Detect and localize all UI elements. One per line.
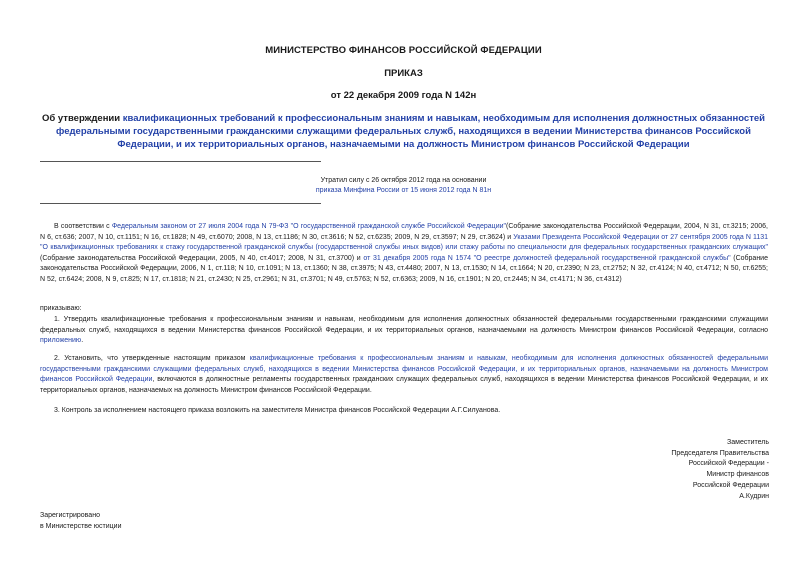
preamble-text-1: В соответствии с xyxy=(54,223,112,230)
document-type: ПРИКАЗ xyxy=(384,68,423,79)
lost-force-text: Утратил силу с 26 октября 2012 года на основании xyxy=(320,177,487,184)
presidential-decree-1574-link[interactable]: от 31 декабря 2005 года N 1574 "О реестре должностей федеральной государственной гражданской службы" xyxy=(363,254,731,262)
signature-line-2: Председателя Правительства xyxy=(671,449,769,457)
ministry-name: МИНИСТЕРСТВО ФИНАНСОВ РОССИЙСКОЙ ФЕДЕРАЦИИ xyxy=(265,45,542,56)
title-requirements-link[interactable]: квалификационных требований к профессиональным знаниям и навыкам, необходимым для исполнения должностных обязанностей федеральными государственными гражданскими служащими федеральных служб, находящихся в ведении Министерства финансов Российской Федерации, и их территориальных органов, назначаемыми на должность Министром финансов Российской Федерации xyxy=(56,113,765,150)
preamble-text-2: (Собрание законодательства Российской Федерации, 2004, N 31, ст.3215; 2006, N 6, ст.636; 2007, N 10, ст.1151; N 16, ст.1828; N 49, ст.6070; 2008, N 13, ст.1186; N 30, ст.3616; N 52, ст.6235; 2009, N 29, ст.3597; N 29, ст.3624) и xyxy=(40,223,768,241)
decree-word: приказываю: xyxy=(40,305,82,312)
signature-line-3: Российской Федерации - xyxy=(688,460,769,468)
signature-line-6: А.Кудрин xyxy=(739,492,769,500)
document-title xyxy=(30,112,777,151)
basis-order-link[interactable]: приказа Минфина России от 15 июня 2012 года N 81н xyxy=(315,187,492,194)
document-date-number: от 22 декабря 2009 года N 142н xyxy=(330,90,477,101)
signature-line-4: Министр финансов xyxy=(706,471,769,479)
divider-bottom xyxy=(40,203,321,204)
item-1-paragraph xyxy=(40,315,768,347)
item-1-text: 1. Утвердить квалификационные требования к профессиональным знаниям и навыкам, необходимым для исполнения должностных обязанностей федеральными государственными гражданскими служащими федеральных служб, находящихся в ведении Министерства финансов Российской Федерации, и их территориальных органов, назначаемыми на должность Министром финансов Российской Федерации, согласно xyxy=(40,316,768,334)
item-2-text: 2. Установить, что утвержденные настоящим приказом xyxy=(54,355,250,362)
registration-line-2: в Министерстве юстиции xyxy=(40,522,122,530)
signature-line-5: Российской Федерации xyxy=(692,481,769,489)
signature-block xyxy=(560,438,769,502)
signature-line-1: Заместитель xyxy=(727,439,769,446)
title-prefix: Об утверждении xyxy=(42,113,123,124)
preamble-text-3: (Собрание законодательства Российской Федерации, 2005, N 40, ст.4017; 2008, N 31, ст.3700) и xyxy=(40,254,364,262)
preamble-paragraph xyxy=(40,222,768,285)
registration-block xyxy=(40,511,240,532)
preamble-text-4: (Собрание законодательства Российской Федерации, 2006, N 1, ст.118; N 10, ст.1091; N 13, ст.1360; N 38, ст.3975; N 43, ст.4480; 2007, N 13, ст.1530; N 14, ст.1664; N 20, ст.2390; N 23, ст.2752; N 32, ст.4124; N 40, ст.4712; N 50, ст.6255; N 52, ст.6424; 2008, N 9, ст.825; N 17, ст.1818; N 21, ст.2430; N 25, ст.2961; N 31, ст.3701; N 49, ст.5763; N 52, ст.6363; 2009, N 16, ст.1901; N 20, ст.2445; N 34, ст.4171; N 36, ст.4312) xyxy=(40,254,768,283)
appendix-link[interactable]: приложению xyxy=(40,337,82,344)
divider-top xyxy=(40,161,321,162)
registration-line-1: Зарегистрировано xyxy=(40,512,100,519)
lost-force-notice xyxy=(0,176,807,196)
requirements-link[interactable]: квалификационные требования к профессиональным знаниям и навыкам, необходимым для исполнения должностных обязанностей федеральными государственными гражданскими служащими федеральных служб, находящихся в ведении Министерства финансов Российской Федерации, и их территориальных органов, назначаемыми на должность Министром финансов Российской Федерации xyxy=(40,355,768,383)
item-3-paragraph: 3. Контроль за исполнением настоящего приказа возложить на заместителя Министра финансов Российской Федерации А.Г.Силуанова. xyxy=(54,407,501,414)
item-2-end: , включаются в должностные регламенты государственных гражданских служащих федеральных служб, находящихся в ведении Министерства финансов Российской Федерации, и их территориальных органов, назначаемых на должность Министром финансов Российской Федерации. xyxy=(40,376,768,394)
item-2-paragraph xyxy=(40,354,768,396)
federal-law-link[interactable]: Федеральным законом от 27 июля 2004 года N 79-ФЗ "О государственной гражданской службе Российской Федерации" xyxy=(111,223,506,230)
item-1-end: . xyxy=(81,337,84,344)
presidential-decree-1131-link[interactable]: Указами Президента Российской Федерации от 27 сентября 2005 года N 1131 "О квалификационных требованиях к стажу государственной гражданской службы (государственной службы иных видов) или стажу работы по специальности для федеральных государственных гражданских служащих" xyxy=(40,233,768,251)
